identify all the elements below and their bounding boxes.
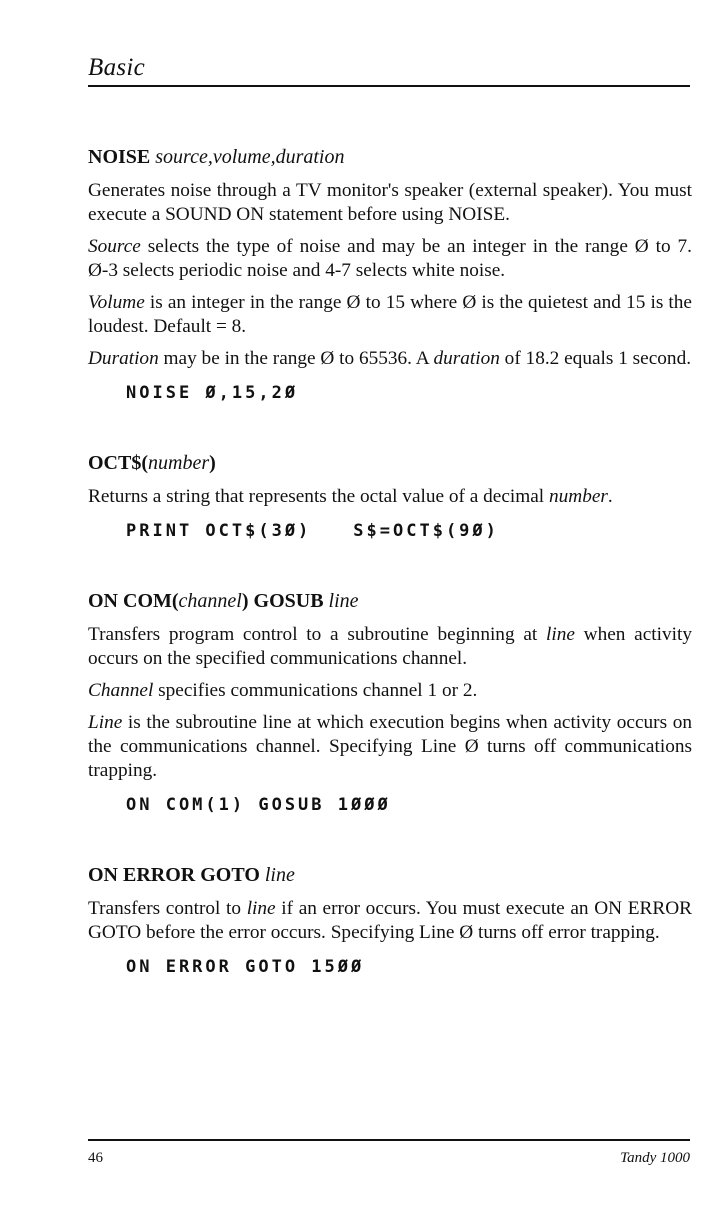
entry-heading: ON COM(channel) GOSUB line [88, 590, 359, 612]
arguments: channel [178, 590, 242, 612]
header-rule [88, 85, 690, 87]
description: Channel specifies communications channel 1 or 2. [88, 680, 478, 701]
entry-on-error-goto [88, 861, 692, 979]
keyword: NOISE [88, 146, 151, 168]
term: line [546, 624, 575, 645]
keyword: ON ERROR GOTO [88, 864, 260, 886]
arguments: line [328, 590, 359, 612]
arguments: source,volume,duration [155, 146, 345, 168]
code-example: PRINT OCT$(3Ø) S$=OCT$(9Ø) [126, 521, 499, 541]
description: Generates noise through a TV monitor's speaker (external speaker). You must execute a SOUND ON statement before using NOISE. [88, 180, 692, 225]
term: Channel [88, 680, 154, 701]
code-example: ON ERROR GOTO 15ØØ [126, 957, 365, 977]
code-example: ON COM(1) GOSUB 1ØØØ [126, 795, 391, 815]
description: Duration may be in the range Ø to 65536. A duration of 18.2 equals 1 second. [88, 348, 692, 369]
description: Line is the subroutine line at which execution begins when activity occurs on the communications channel. Specifying Line Ø turns off communications trapping. [88, 712, 692, 781]
term: number [548, 486, 608, 507]
code-example: NOISE Ø,15,2Ø [126, 383, 299, 403]
entry-noise [88, 143, 692, 405]
running-header: Basic [88, 54, 146, 81]
entry-heading: OCT$(number) [88, 452, 216, 474]
term: Duration [88, 348, 159, 369]
term: Line [88, 712, 123, 733]
term: Source [88, 236, 141, 257]
term: Volume [88, 292, 145, 313]
description: Returns a string that represents the octal value of a decimal number. [88, 486, 613, 507]
keyword: ON COM( [88, 590, 179, 612]
entry-heading [88, 143, 692, 171]
arguments: line [264, 864, 295, 886]
entry-oct [88, 449, 692, 543]
page-body [88, 143, 692, 979]
description: Source selects the type of noise and may be an integer in the range Ø to 7. Ø-3 selects periodic noise and 4-7 selects white noise. [88, 236, 692, 281]
entry-on-com [88, 587, 692, 817]
footer-rule [88, 1139, 690, 1141]
entry-heading [88, 861, 692, 889]
page-number: 46 [88, 1150, 103, 1166]
term: duration [433, 348, 500, 369]
book-title: Tandy 1000 [620, 1150, 690, 1166]
description: Volume is an integer in the range Ø to 15 where Ø is the quietest and 15 is the loudest. Default = 8. [88, 292, 692, 337]
arguments: number [148, 452, 210, 474]
description: Transfers program control to a subroutine beginning at line when activity occurs on the specified communications channel. [88, 624, 692, 669]
keyword: OCT$( [88, 452, 148, 474]
term: line [246, 898, 276, 919]
description: Transfers control to line if an error occurs. You must execute an ON ERROR GOTO before the error occurs. Specifying Line Ø turns off error trapping. [88, 898, 692, 943]
